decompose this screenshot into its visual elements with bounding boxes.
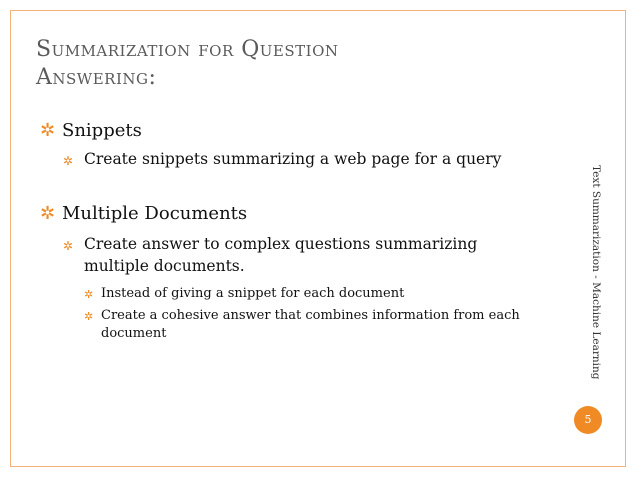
bullet-text: Create snippets summarizing a web page for a query — [84, 150, 502, 168]
bullet-text: Create answer to complex questions summarizing multiple documents. — [84, 235, 478, 275]
bullet-text: Instead of giving a snippet for each document — [101, 286, 405, 301]
bullet-star-icon: ✲ — [84, 310, 94, 323]
bullet-star-icon: ✲ — [40, 203, 56, 224]
page-number-badge: 5 — [574, 406, 602, 434]
title-line-1: Summarization for Question — [36, 37, 339, 62]
bullet-label: Snippets — [62, 120, 142, 141]
slide-title — [36, 36, 556, 92]
sidebar-footer-text: Text Summarization - Machine Learning — [590, 165, 602, 380]
bullet-star-icon: ✲ — [84, 288, 94, 301]
bullet-star-icon: ✲ — [40, 120, 56, 141]
bullet-label: Multiple Documents — [62, 203, 248, 224]
title-line-2: Answering: — [36, 65, 157, 90]
bullet-star-icon: ✲ — [63, 154, 74, 168]
bullet-text: Create a cohesive answer that combines information from each document — [101, 308, 520, 341]
bullet-star-icon: ✲ — [63, 239, 74, 253]
